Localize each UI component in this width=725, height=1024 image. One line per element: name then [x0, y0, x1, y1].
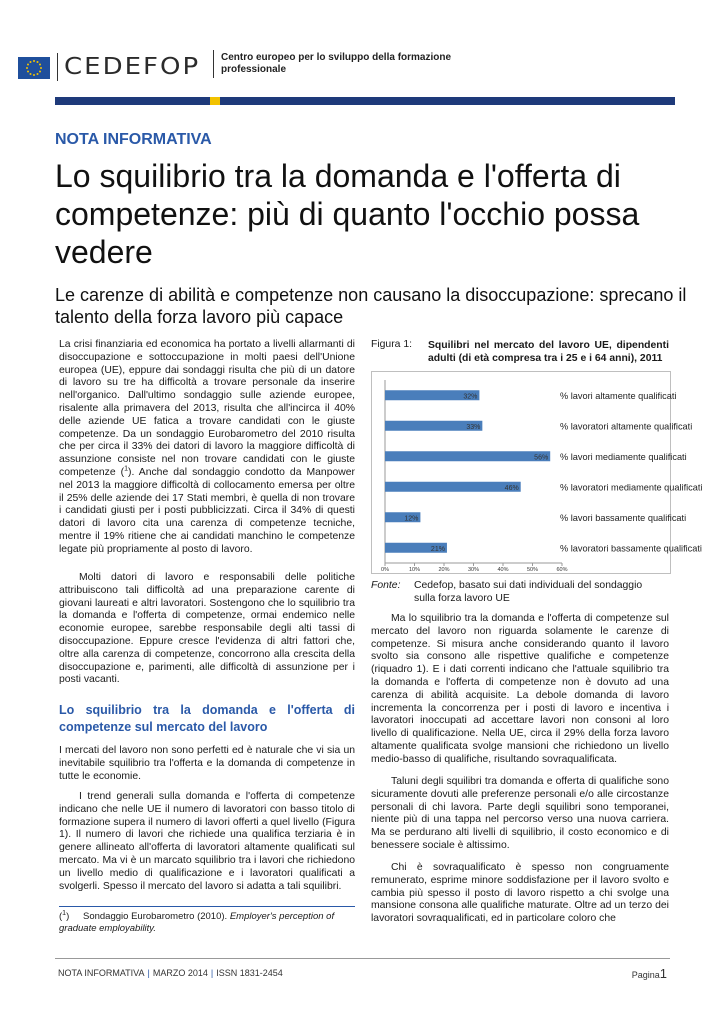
header-bar-navy-right [220, 97, 675, 105]
footnote: ($^1$) Sondaggio Eurobarometro (2010). Employer's perception of graduate employability. [59, 909, 335, 934]
source-text: Cedefop, basato sui dati individuali del sondaggio sulla forza lavoro UE [414, 580, 643, 604]
page-subtitle: Le carenze di abilità e competenze non causano la disoccupazione: sprecano il talento della forza lavoro più capace [55, 285, 687, 327]
bar-chart [372, 372, 703, 573]
footnote-divider [59, 906, 355, 907]
page-number [632, 966, 667, 981]
left-column-intro [59, 339, 355, 557]
x-tick-label: 0% [381, 567, 389, 573]
header-divider [213, 50, 214, 78]
cedefop-logo: CEDEFOP [64, 53, 201, 81]
category-label: % lavori bassamente qualificati [560, 512, 687, 523]
x-tick-label: 40% [497, 567, 509, 573]
category-label: % lavori altamente qualificati [560, 390, 677, 401]
x-tick-label: 10% [408, 567, 421, 573]
paragraph: Ma lo squilibrio tra la domanda e l'offerta di competenze sul mercato del lavoro non riguarda solamente le carenze di competenze. Si misura anche considerando quanto il lavoro svolto sia consono alle rispettive qualifiche e competenze (riquadro 1). E i dati correnti indicano che l'attuale squilibrio tra la domanda e l'offerta di competenze non è dovuto ad una carenza di abilità acquisite. La debole domanda di lavoro incrementa la concorrenza per i posti di lavoro e incentiva i lavoratori inoccupati ad accettare lavori non consoni al loro livello di qualificazione. Nella UE, circa il 29% della forza lavoro altamente qualificata svolge mansioni che richiedono un livello medio-basso di qualifiche, risultando sovraqualificata. [371, 613, 669, 765]
x-tick-label: 30% [467, 567, 480, 573]
x-tick-label: 50% [526, 567, 539, 573]
footnote-ref[interactable]: 1 [124, 465, 128, 473]
x-tick-label: 20% [438, 567, 450, 573]
paragraph: Molti datori di lavoro e responsabili delle politiche attribuiscono tali difficoltà ad una preparazione carente di giovani laureati e altri lavoratori. Sostengono che lo squilibrio tra la domanda e l'offerta di competenze, ormai endemico nelle economie europee, sarebbe responsabile degli alti tassi di disoccupazione. Eppure cresce l'evidenza di altri fattori che, oltre alla carenza di competenze, concorrono alla crescita della disoccupazione e, parimenti, alle difficoltà di assunzione per i posti vacanti. [59, 572, 355, 686]
footer-issn: ISSN 1831-2454 [216, 968, 283, 978]
bar-value-label: 12% [404, 515, 419, 523]
bar-value-label: 46% [504, 484, 519, 492]
figure-chart [371, 371, 703, 574]
page-title: Lo squilibrio tra la domanda e l'offerta di competenze: più di quanto l'occhio possa vedere [55, 158, 640, 270]
page-label: Pagina [631, 970, 660, 980]
bar [385, 482, 521, 492]
header-tagline: Centro europeo per lo sviluppo della formazione professionale [221, 52, 452, 75]
category-label: % lavoratori mediamente qualificati [560, 482, 703, 493]
page-number-value: 1 [659, 966, 667, 981]
section-heading: Lo squilibrio tra la domanda e l'offerta di competenze sul mercato del lavoro [59, 703, 355, 734]
figure-source [371, 579, 669, 605]
paragraph: La crisi finanziaria ed economica ha portato a livelli allarmanti di disoccupazione e sottoccupazione in molti paesi dell'Unione europea (UE), eppure dai sondaggi risulta che più di un datore di lavoro su tre ha difficoltà a trovare personale da inserire nell'organico. Dall'ultimo sondaggio sulle aziende europee, risalente alla primavera del 2013, risulta che all'incirca il 40% delle aziende UE fatica a trovare candidati con le giuste competenze. Da un sondaggio Eurobarometro del 2010 risulta che per circa il 33% dei datori di lavoro la maggiore difficoltà di assunzione consiste nel non trovare candidati con le giuste competenze ($^1$). Anche dal sondaggio condotto da Manpower nel 2013 la maggiore difficoltà di collocamento emersa per oltre il 25% delle aziende dei 17 Stati membri, è quella di non trovare i candidati giusti per i posti pubblicizzati. Circa il 34% di questi datori di lavoro cita una carenza di competenze tecniche, mentre il 19% ritiene che ai candidati manchino le competenze legate più propriamente al posto di lavoro. [59, 339, 356, 555]
footer-date: MARZO 2014 [152, 968, 208, 978]
bar-value-label: 21% [430, 545, 445, 553]
header-divider [57, 53, 58, 81]
bar-value-label: 56% [534, 454, 549, 462]
category-label: % lavoratori altamente qualificati [560, 421, 693, 432]
paragraph: I mercati del lavoro non sono perfetti ed è naturale che vi sia un inevitabile squilibrio tra l'offerta e la domanda di competenze in tutte le economie. [59, 745, 355, 782]
paragraph: Taluni degli squilibri tra domanda e offerta di qualifiche sono sicuramente dovuti alle preferenze personali e/o alle circostanze personali di chi lavora. Parte degli squilibri sono temporanei, niente più di una tappa nel percorso verso una nuova carriera. Ma se perdurano alti livelli di squilibrio, il costo economico e di benessere sociale è altissimo. [371, 776, 669, 851]
footnote-title: Employer's perception of graduate employability. [59, 911, 335, 934]
bar-value-label: 33% [466, 423, 481, 431]
figure-label: Figura 1: [371, 339, 413, 350]
bar [385, 451, 550, 461]
header-bar-navy [55, 97, 210, 105]
header-bar-gold [210, 97, 220, 105]
footer-divider [55, 958, 670, 959]
paragraph: I trend generali sulla domanda e l'offerta di competenze indicano che nelle UE il numero di lavoratori con basso titolo di formazione supera il numero di lavori offerti a quel livello (Figura 1). Il numero di lavori che richiede una qualifica terziaria è in genere allineato all'offerta di lavoratori altamente qualificati sul mercato. Ma vi è un marcato squilibrio tra i lavori che richiedono un livello medio di qualificazione e i lavoratori qualificati a svolgerli. Spesso il mercato del lavoro si adatta a tali squilibri. [59, 791, 355, 892]
footnote-number: 1 [62, 909, 67, 917]
category-label: % lavoratori bassamente qualificati [560, 543, 702, 554]
footer-series: NOTA INFORMATIVA [58, 968, 145, 978]
bar-value-label: 32% [463, 393, 478, 401]
document-kicker: NOTA INFORMATIVA [55, 131, 212, 148]
x-tick-label: 60% [556, 567, 568, 573]
figure-caption: Squilibri nel mercato del lavoro UE, dipendenti adulti (di età compresa tra i 25 e i 64 anni), 2011 [428, 340, 669, 364]
paragraph: Chi è sovraqualificato è spesso non congruamente remunerato, esprime minore soddisfazione per il lavoro svolto e cambia più spesso il posto di lavoro rispetto a chi svolge una mansione consona alle qualifiche maturate. Oltre ad un terzo dei lavoratori sovraqualificati, ed in particolare coloro che [371, 862, 669, 925]
source-label: Fonte: [371, 580, 401, 591]
eu-flag-icon [18, 57, 50, 79]
footnote-text: Sondaggio Eurobarometro (2010). [83, 911, 230, 922]
category-label: % lavori mediamente qualificati [560, 451, 687, 462]
footer: NOTA INFORMATIVA | MARZO 2014 | ISSN 1831-2454 [58, 968, 283, 978]
